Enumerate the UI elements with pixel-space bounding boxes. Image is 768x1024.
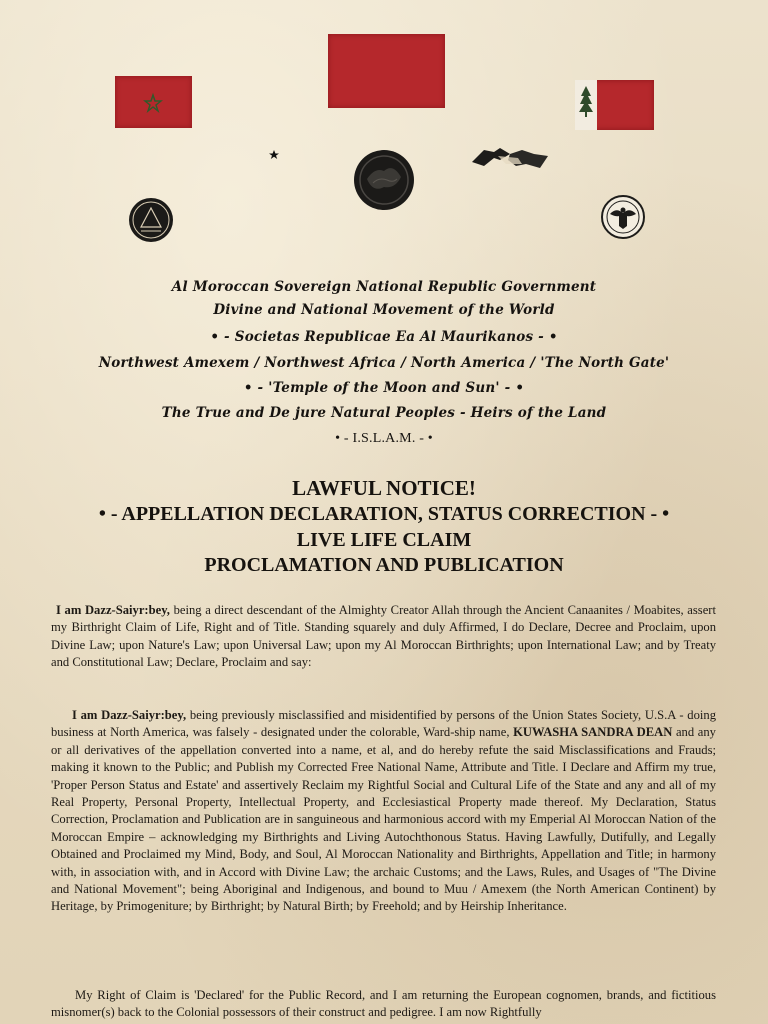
header-line-government: Al Moroccan Sovereign National Republic Government <box>171 279 597 295</box>
paragraph-affirmation <box>51 602 716 672</box>
eagle-seal-icon <box>601 195 645 239</box>
header-line-movement: Divine and National Movement of the World <box>213 302 555 318</box>
flag-center-icon <box>328 34 445 108</box>
declarant-name: I am Dazz-Saiyr:bey, <box>56 603 170 617</box>
page-title: LAWFUL NOTICE! <box>292 476 476 500</box>
crescent-star-icon <box>243 136 287 172</box>
subtitle-declaration: • - APPELLATION DECLARATION, STATUS CORRECTION - • <box>98 503 670 525</box>
former-name: KUWASHA SANDRA DEAN <box>513 725 673 740</box>
header-line-islam: • - I.S.L.A.M. - • <box>335 431 433 446</box>
declarant-name: I am Dazz-Saiyr:bey, <box>72 708 187 722</box>
paragraph-text: being a direct descendant of the Almighty Creator Allah through the Ancient Canaanites / Moabites, assert my Birthright Claim of Life, Right and of Title. Standing squarely and duly Affirmed, I do Declare, Decree and Proclaim, upon Divine Law; upon Nature's Law; upon Universal Law; upon my Al Moroccan Birthrights; upon International Law; and by Treaty and Constitutional Law; Declare, Proclaim and say: <box>51 603 716 670</box>
tree-icon <box>575 80 597 130</box>
canton <box>575 80 597 130</box>
header-line-peoples: The True and De jure Natural Peoples - Heirs of the Land <box>161 405 607 421</box>
header-line-location: Northwest Amexem / Northwest Africa / North America / 'The North Gate' <box>98 355 670 371</box>
flag-left-icon <box>115 76 192 128</box>
globe-seal-icon <box>353 149 415 211</box>
pyramid-seal-icon <box>128 197 174 243</box>
paragraph-text: and any or all derivatives of the appellation converted into a name, et al, and do hereby refute the said Misclassifications and Frauds; making it known to the Public; and Publish my Corrected Free National Name, Attribute and Title. I Declare and Affirm my true, 'Proper Person Status and Estate' and assertively Reclaim my Rightful Social and Cultural Life of the State and any and all of my Real Property, Personal Property, Intellectual Property, and Ecclesiastical Property made thereof. My Declaration, Status Correction, Proclamation and Publication are in sanguineous and harmonious accord with my Emperial Al Moroccan Nation of the Moroccan Empire – acknowledging my Birthrights and Living Autochthonous Status. Having Lawfully, Dutifully, and Legally Obtained and Proclaimed my Mind, Body, and Soul, Al Moroccan Nationality and Birthrights, Appellation and Title; in harmony with, in association with, and in Accord with Divine Law; the archaic Customs; and the Laws, Rules, and Usages of "The Divine and National Movement"; being Aboriginal and Indigenous, and bound to Muu / Amexem (the North American Continent) by Heritage, by Primogeniture; by Birthright; by Natural Birth; by Freehold; and by Heirship Inheritance. <box>51 725 716 914</box>
paragraph-correction <box>51 707 716 916</box>
paragraph-right-of-claim: My Right of Claim is 'Declared' for the Public Record, and I am returning the European cognomen, brands, and fictitious misnomer(s) back to the Colonial possessors of their construct and pedigree. I am now Rightfully <box>51 988 716 1020</box>
subtitle-claim: LIVE LIFE CLAIM <box>296 529 472 551</box>
header-line-societas: • - Societas Republicae Ea Al Maurikanos - • <box>210 329 558 345</box>
flag-right-icon <box>575 80 654 130</box>
star-icon <box>115 76 192 128</box>
subtitle-proclamation: PROCLAMATION AND PUBLICATION <box>204 554 564 576</box>
paragraph-text: being previously misclassified and misidentified by persons of the Union States Society, U.S.A - doing business at North America, was falsely - designated under the colorable, Ward-ship name, <box>51 708 716 740</box>
handshake-icon <box>470 144 552 174</box>
header-line-temple: • - 'Temple of the Moon and Sun' - • <box>243 380 525 396</box>
